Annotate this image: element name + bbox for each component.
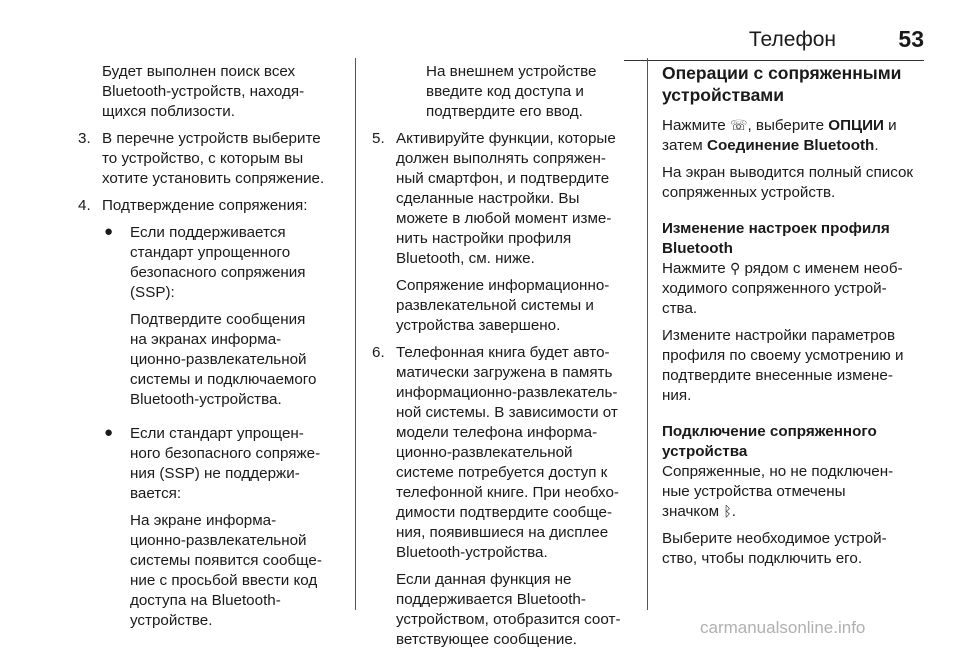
step-6-note: Если данная функция не поддерживается Bluetooth- устройством, отобразится соот- ветствующее сообщение. [396,571,621,648]
bullet-ssp-supported-detail: Подтвердите сообщения на экранах информа- ционно-развлекательной системы и подключаемого Bluetooth-устройства. [130,311,317,408]
section-heading: Операции с сопряженными устройствами [662,63,902,105]
intro-text: Будет выполнен поиск всех Bluetooth-устройств, находя- щихся поблизости. [102,63,305,120]
profile-settings-change: Измените настройки параметров профиля по своему усмотрению и подтвердите внесенные измене- ния. [662,327,904,404]
connect-device-heading: Подключение сопряженного устройства [662,423,877,460]
bullet-ssp-not-supported-detail: На экране информа- ционно-развлекательной системы появится сообще- ние с просьбой ввести код доступа на Bluetooth- устройстве. [130,512,322,629]
column-divider-1 [355,58,356,610]
options-instruction: Нажмите ☏, выберите ОПЦИИ и затем Соединение Bluetooth. [662,117,897,154]
bluetooth-icon: ᛒ [723,503,732,519]
bullet-dot-icon: ● [104,223,114,240]
bluetooth-connection-label: Соединение Bluetooth [706,137,875,154]
step-number: 4. [78,197,91,214]
column-divider-2 [647,58,648,610]
profile-settings-instruction: Нажмите ⚲ рядом с именем необ- ходимого сопряженного устрой- ства. [662,260,903,317]
phone-icon: ☏ [729,117,748,133]
connect-device-note: Сопряженные, но не подключен- ные устройства отмечены значком ᛒ. [662,463,894,520]
profile-settings-icon: ⚲ [729,260,741,276]
step-4: 4. Подтверждение сопряжения: [78,197,308,214]
step-number: 3. [78,130,91,147]
step-6: 6. Телефонная книга будет авто- матически загружена в память информационно-развлекатель- ной системы. В зависимости от модели телефона информа- ционно-развлекательной системе потребуется доступ к телефонной книге. При необхо- димости подтвердите сообще- ния, появившиеся на дисплее Bluetooth-устройства. [372,344,619,561]
page-number: 53 [898,26,924,52]
bullet-ssp-not-supported: ● Если стандарт упрощен- ного безопасного сопряже- ния (SSP) не поддержи- вается: [104,424,321,502]
step-5-result: Сопряжение информационно- развлекательной системы и устройства завершено. [396,277,610,334]
passcode-instruction: На внешнем устройстве введите код доступа и подтвердите его ввод. [426,63,597,120]
device-list-note: На экран выводится полный список сопряженных устройств. [662,164,914,201]
bullet-ssp-supported: ● Если поддерживается стандарт упрощенного безопасного сопряжения (SSP): [104,223,306,301]
column-3 [662,62,932,576]
header-rule [624,60,924,61]
watermark: carmanualsonline.info [700,618,866,637]
options-label: ОПЦИИ [828,117,884,134]
page-header [624,26,924,60]
page-title: Телефон [748,28,836,51]
connect-device-instruction: Выберите необходимое устрой- ство, чтобы подключить его. [662,530,887,567]
step-number: 5. [372,130,385,147]
step-3: 3. В перечне устройств выберите то устройство, с которым вы хотите установить сопряжение. [78,130,325,187]
step-number: 6. [372,344,385,361]
column-2 [372,62,635,657]
profile-settings-heading: Изменение настроек профиля Bluetooth [662,220,890,257]
column-1 [78,62,353,638]
bullet-dot-icon: ● [104,424,114,441]
step-5: 5. Активируйте функции, которые должен выполнять сопряжен- ный смартфон, и подтвердите сделанные настройки. Вы можете в любой момент изме- нить настройки профиля Bluetooth, см. ниже. [372,130,616,267]
